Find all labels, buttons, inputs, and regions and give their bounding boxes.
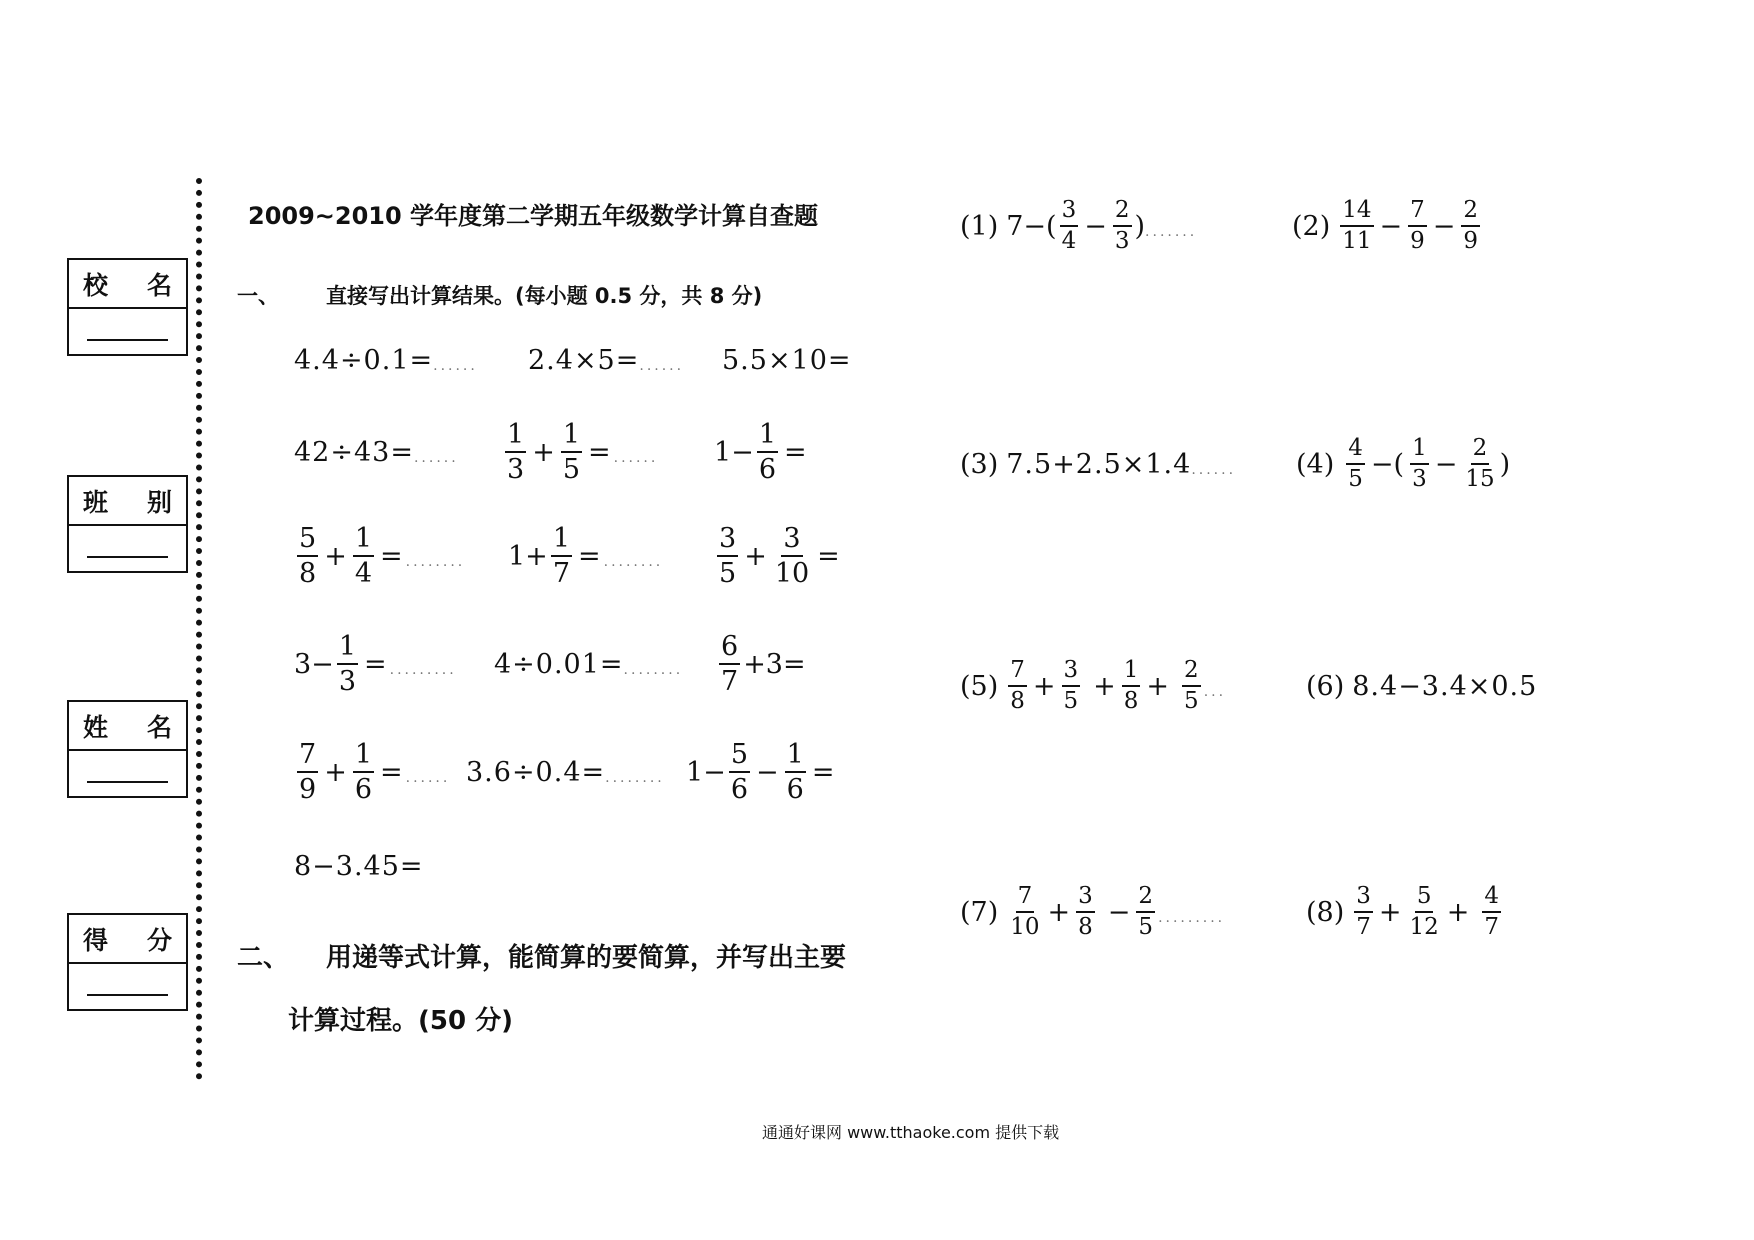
problem-text: 5.5×10= [722,344,852,376]
denominator: 6 [758,454,776,485]
denominator: 5 [1063,688,1079,714]
operator: + [324,540,347,572]
box-char: 姓 [83,712,109,742]
numerator: 1 [551,525,572,557]
denominator: 6 [730,774,748,805]
denominator: 11 [1342,228,1372,254]
problem-label: (7) [960,896,999,928]
quick-problem: 3− $\frac{1}{3}$ = ......... [294,631,457,697]
box-char: 分 [146,925,172,955]
equals: = [811,756,835,788]
numerator: 5 [297,525,318,557]
operator: + [1146,670,1170,702]
page-title: 2009~2010 学年度第二学期五年级数学计算自查题 [248,202,819,230]
school-name-box [67,258,188,356]
section2-number: 二、 [237,943,290,973]
numerator: 7 [1008,659,1027,687]
equals: = [578,540,601,572]
numerator: 1 [353,525,374,557]
quick-problem [716,624,806,704]
quick-problem: 3.6÷0.4= ........ [466,756,665,788]
numerator: 1 [1122,659,1141,687]
problem-label: (4) [1296,448,1335,480]
equals: = [588,436,611,468]
denominator: 7 [1484,914,1500,940]
denominator: 7 [721,666,739,697]
denominator: 8 [1010,688,1025,714]
problem-text: 42÷43= [294,436,414,468]
quick-problem: $\frac{7}{9}$ + $\frac{1}{6}$ = ...... [299,739,451,805]
operator: −( [1370,448,1405,480]
quick-problem [686,732,837,812]
problem-text: 1− [686,756,726,788]
quick-problem [294,826,424,906]
denominator: 12 [1409,914,1439,940]
operator: + [324,756,347,788]
denominator: 9 [299,774,317,805]
denominator: 15 [1465,466,1495,492]
problem-text: 7−( [1006,210,1057,242]
footer-source: 通通好课网 www.tthaoke.com 提供下载 [762,1123,1060,1142]
box-char: 别 [146,487,172,517]
problem-label: (5) [960,670,999,702]
numerator: 3 [1076,885,1095,913]
problem-text: 8.4−3.4×0.5 [1352,670,1538,702]
denominator: 7 [552,558,570,589]
numerator: 1 [505,421,526,453]
numerator: 1 [561,421,582,453]
step-problem-2 [1292,186,1483,266]
numerator: 3 [781,525,802,557]
numerator: 1 [785,741,806,773]
problem-label: (2) [1292,210,1331,242]
denominator: 4 [1061,228,1077,254]
operator: − [1379,210,1403,242]
denominator: 5 [719,558,737,589]
problem-text: +3= [743,648,806,680]
denominator: 5 [1138,914,1154,940]
box-char: 班 [83,487,109,517]
denominator: 8 [1123,688,1139,714]
step-problem-7: (7) $\frac{7}{10}$ + $\frac{3}{8}$ − $\frac{2}{5}$ ......... [960,883,1226,940]
operator: − [1107,896,1131,928]
section2-heading-line2: 计算过程。(50 分) [288,1006,513,1036]
quick-problem: 1+ $\frac{1}{7}$ = ........ [508,523,664,589]
section2-heading-line1: 用递等式计算，能简算的要简算，并写出主要 [326,943,847,973]
denominator: 8 [299,558,317,589]
step-problem-6 [1306,646,1537,726]
numerator: 7 [1408,199,1427,227]
binding-dotted-line [196,178,202,1080]
operator: + [532,436,555,468]
operator: + [744,540,767,572]
problem-text: 4.4÷0.1= [294,344,434,376]
numerator: 1 [1410,437,1429,465]
operator: − [1432,210,1456,242]
school-name-blank[interactable] [87,339,168,341]
numerator: 3 [1060,199,1079,227]
denominator: 6 [786,774,804,805]
numerator: 7 [1016,885,1035,913]
numerator: 1 [337,633,358,665]
quick-problem: 4÷0.01= ........ [494,648,684,680]
numerator: 2 [1461,199,1480,227]
equals: = [817,540,840,572]
problem-text: 1− [714,436,754,468]
score-box [67,913,188,1011]
denominator: 9 [1463,228,1479,254]
operator: − [1084,210,1107,242]
section1-number: 一、 [237,284,279,308]
denominator: 7 [1356,914,1371,940]
quick-problem [722,320,852,400]
score-blank[interactable] [87,994,168,996]
quick-problem: $\frac{1}{3}$ + $\frac{1}{5}$ = ...... [507,419,659,485]
problem-text: 4÷0.01= [494,648,624,680]
numerator: 3 [1354,885,1373,913]
operator: + [1047,896,1071,928]
box-char: 名 [146,712,172,742]
problem-label: (1) [960,210,999,242]
step-problem-8 [1306,872,1504,952]
denominator: 8 [1078,914,1093,940]
denominator: 5 [1348,466,1363,492]
problem-text: ) [1499,448,1511,480]
class-blank[interactable] [87,556,168,558]
numerator: 2 [1136,885,1155,913]
numerator: 1 [757,421,778,453]
numerator: 6 [719,633,740,665]
problem-text: 2.4×5= [528,344,640,376]
student-name-box [67,700,188,798]
denominator: 10 [774,558,810,589]
step-problem-3: (3) 7.5+2.5×1.4 ...... [960,448,1237,480]
numerator: 14 [1340,199,1373,227]
numerator: 5 [1415,885,1434,913]
step-problem-1: (1) 7−( $\frac{3}{4}$ − $\frac{2}{3}$ ) ....... [960,197,1198,254]
quick-problem [714,516,843,596]
problem-label: (6) [1306,670,1345,702]
problem-text: 3.6÷0.4= [466,756,606,788]
step-problem-5: (5) $\frac{7}{8}$ + $\frac{3}{5}$ + $\frac{1}{8}$ + $\frac{2}{5}$ ... [960,657,1227,714]
denominator: 5 [562,454,580,485]
numerator: 1 [353,741,374,773]
quick-problem: 4.4÷0.1= ...... [294,344,478,376]
class-box [67,475,188,573]
section1-heading: 直接写出计算结果。(每小题 0.5 分，共 8 分) [326,284,763,308]
operator: − [756,756,779,788]
quick-problem: 42÷43= ...... [294,436,459,468]
problem-label: (8) [1306,896,1345,928]
step-problem-4 [1296,424,1510,504]
numerator: 4 [1346,437,1365,465]
numerator: 2 [1113,199,1132,227]
problem-text: 7.5+2.5×1.4 [1006,448,1192,480]
denominator: 3 [338,666,356,697]
student-name-blank[interactable] [87,781,168,783]
denominator: 3 [1412,466,1427,492]
numerator: 4 [1482,885,1501,913]
box-char: 校 [83,270,109,300]
quick-problem [714,412,810,492]
equals: = [380,540,403,572]
operator: + [1032,670,1056,702]
denominator: 3 [507,454,525,485]
numerator: 2 [1471,437,1490,465]
operator: + [1446,896,1470,928]
problem-label: (3) [960,448,999,480]
denominator: 4 [354,558,372,589]
equals: = [380,756,403,788]
quick-problem: $\frac{5}{8}$ + $\frac{1}{4}$ = ........ [299,523,466,589]
numerator: 5 [729,741,750,773]
problem-text: 3− [294,648,334,680]
problem-text: ) [1134,210,1146,242]
equals: = [784,436,807,468]
numerator: 3 [1062,659,1081,687]
numerator: 7 [297,741,318,773]
numerator: 2 [1182,659,1201,687]
denominator: 9 [1410,228,1425,254]
denominator: 10 [1010,914,1040,940]
denominator: 5 [1184,688,1199,714]
box-char: 名 [146,270,172,300]
quick-problem: 2.4×5= ...... [528,344,685,376]
denominator: 6 [354,774,372,805]
operator: + [1378,896,1402,928]
operator: + [1093,670,1116,702]
problem-text: 1+ [508,540,548,572]
problem-text: 8−3.45= [294,850,424,882]
box-char: 得 [83,925,109,955]
operator: − [1434,448,1458,480]
numerator: 3 [717,525,738,557]
equals: = [364,648,387,680]
denominator: 3 [1114,228,1130,254]
